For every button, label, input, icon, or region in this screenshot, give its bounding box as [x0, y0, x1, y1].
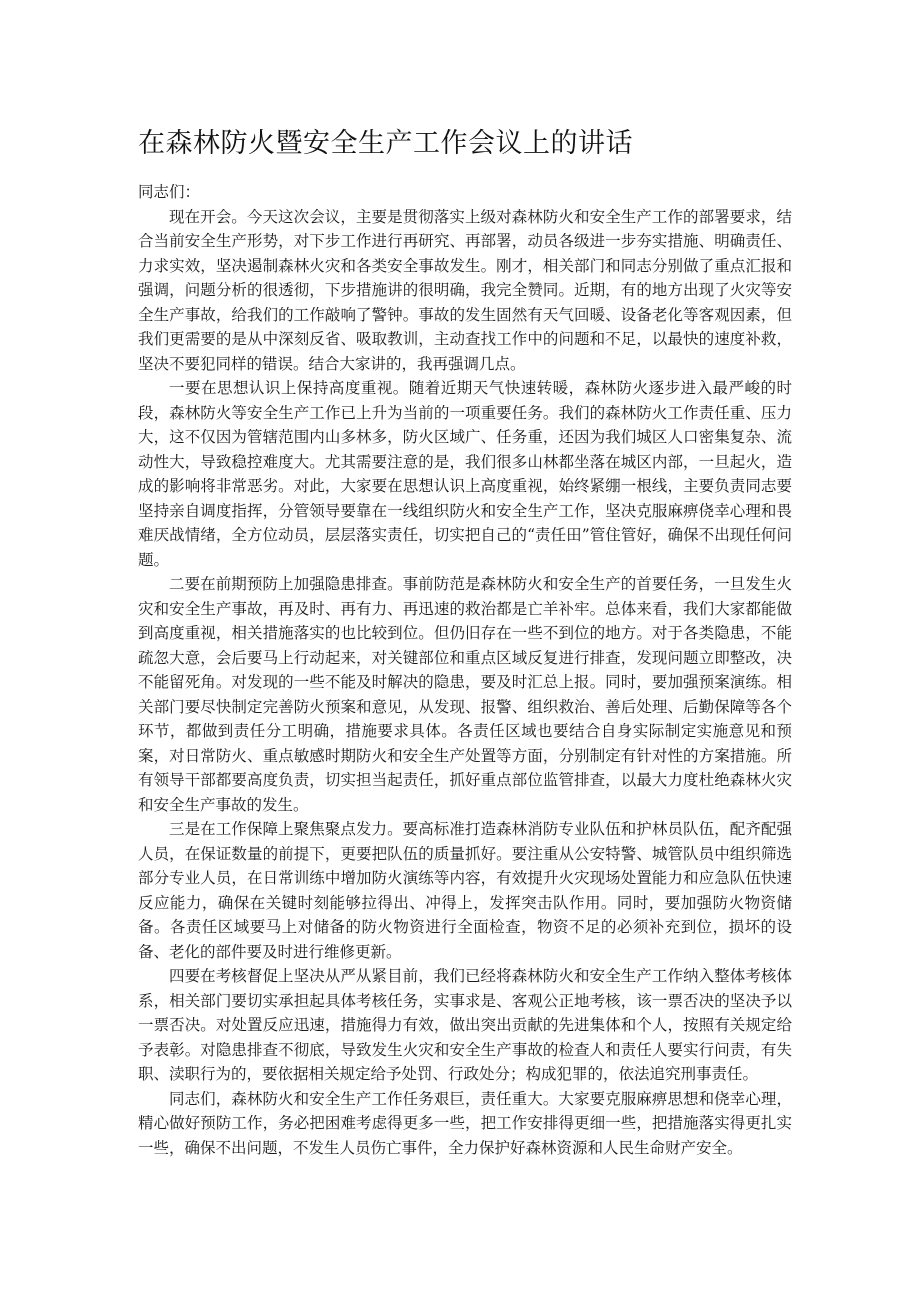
document-body: [138, 180, 792, 1160]
document-title: 在森林防火暨安全生产工作会议上的讲话: [138, 128, 633, 159]
paragraph-point-four: 四要在考核督促上坚决从严从紧目前，我们已经将森林防火和安全生产工作纳入整体考核体系，相关部门要切实承担起具体考核任务，实事求是、客观公正地考核，该一票否决的坚决予以一票否决。对处置反应迅速，措施得力有效，做出突出贡献的先进集体和个人，按照有关规定给予表彰。对隐患排查不彻底，导致发生火灾和安全生产事故的检查人和责任人要实行问责，有失职、渎职行为的，要依据相关规定给予处罚、行政处分；构成犯罪的，依法追究刑事责任。: [138, 967, 792, 1083]
salutation: 同志们：: [138, 183, 201, 201]
paragraph-opening: 现在开会。今天这次会议，主要是贯彻落实上级对森林防火和安全生产工作的部署要求，结合当前安全生产形势，对下步工作进行再研究、再部署，动员各级进一步夯实措施、明确责任、力求实效，坚决遏制森林火灾和各类安全事故发生。刚才，相关部门和同志分别做了重点汇报和强调，问题分析的很透彻，下步措施讲的很明确，我完全赞同。近期，有的地方出现了火灾等安全生产事故，给我们的工作敲响了警钟。事故的发生固然有天气回暖、设备老化等客观因素，但我们更需要的是从中深刻反省、吸取教训，主动查找工作中的问题和不足，以最快的速度补救，坚决不要犯同样的错误。结合大家讲的，我再强调几点。: [138, 207, 792, 373]
paragraph-closing: 同志们，森林防火和安全生产工作任务艰巨，责任重大。大家要克服麻痹思想和侥幸心理，精心做好预防工作，务必把困难考虑得更多一些，把工作安排得更细一些，把措施落实得更扎实一些，确保不出问题，不发生人员伤亡事件，全力保护好森林资源和人民生命财产安全。: [138, 1089, 792, 1157]
paragraph-point-one: 一要在思想认识上保持高度重视。随着近期天气快速转暖，森林防火逐步进入最严峻的时段，森林防火等安全生产工作已上升为当前的一项重要任务。我们的森林防火工作责任重、压力大，这不仅因为管辖范围内山多林多，防火区域广、任务重，还因为我们城区人口密集复杂、流动性大，导致稳控难度大。尤其需要注意的是，我们很多山林都坐落在城区内部，一旦起火，造成的影响将非常恶劣。对此，大家要在思想认识上高度重视，始终紧绷一根线，主要负责同志要坚持亲自调度指挥，分管领导要靠在一线组织防火和安全生产工作，坚决克服麻痹侥幸心理和畏难厌战情绪，全方位动员，层层落实责任，切实把自己的“责任田”管住管好，确保不出现任何问题。: [138, 379, 792, 569]
paragraph-point-two: 二要在前期预防上加强隐患排查。事前防范是森林防火和安全生产的首要任务，一旦发生火灾和安全生产事故，再及时、再有力、再迅速的救治都是亡羊补牢。总体来看，我们大家都能做到高度重视，相关措施落实的也比较到位。但仍旧存在一些不到位的地方。对于各类隐患，不能疏忽大意，会后要马上行动起来，对关键部位和重点区域反复进行排查，发现问题立即整改，决不能留死角。对发现的一些不能及时解决的隐患，要及时汇总上报。同时，要加强预案演练。相关部门要尽快制定完善防火预案和意见，从发现、报警、组织救治、善后处理、后勤保障等各个环节，都做到责任分工明确，措施要求具体。各责任区域也要结合自身实际制定实施意见和预案，对日常防火、重点敏感时期防火和安全生产处置等方面，分别制定有针对性的方案措施。所有领导干部都要高度负责，切实担当起责任，抓好重点部位监管排查，以最大力度杜绝森林火灾和安全生产事故的发生。: [138, 575, 792, 814]
paragraph-point-three: 三是在工作保障上聚焦聚点发力。要高标准打造森林消防专业队伍和护林员队伍，配齐配强人员，在保证数量的前提下，更要把队伍的质量抓好。要注重从公安特警、城管队员中组织筛选部分专业人员，在日常训练中增加防火演练等内容，有效提升火灾现场处置能力和应急队伍快速反应能力，确保在关键时刻能够拉得出、冲得上，发挥突击队作用。同时，要加强防火物资储备。各责任区域要马上对储备的防火物资进行全面检查，物资不足的必须补充到位，损坏的设备、老化的部件要及时进行维修更新。: [138, 820, 792, 961]
